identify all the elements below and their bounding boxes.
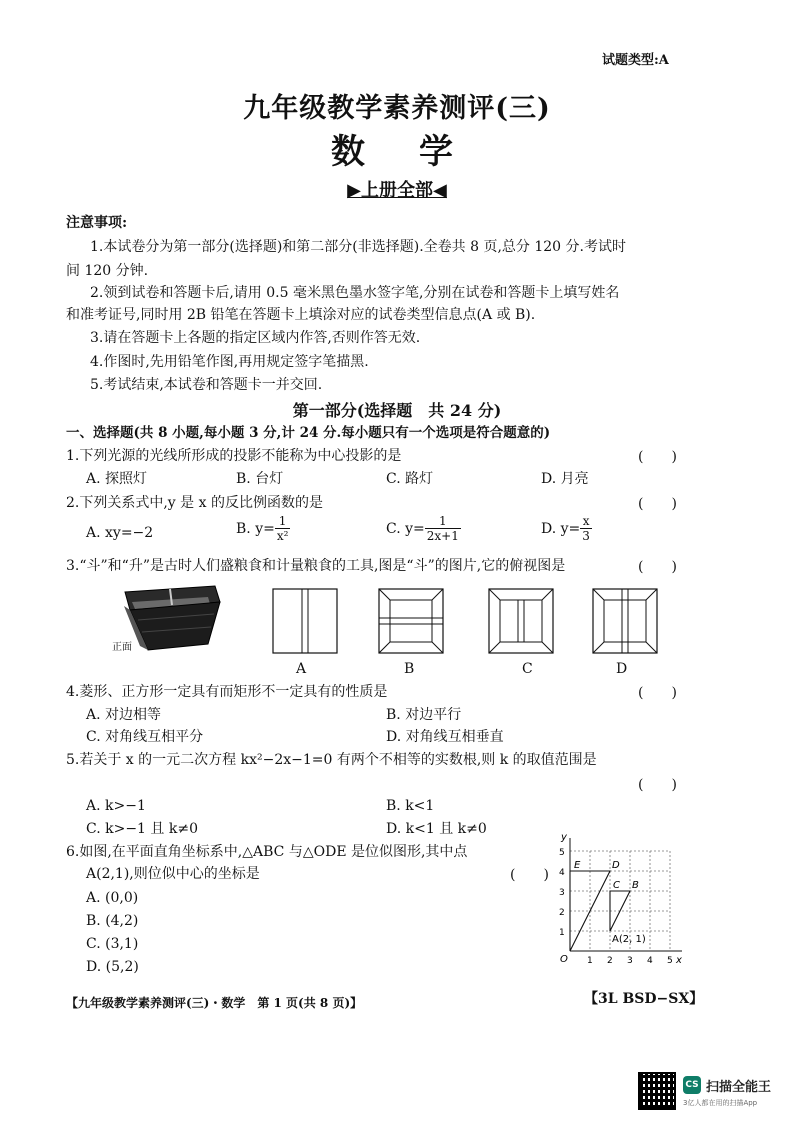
q2-option-b-prefix: B. y= bbox=[236, 520, 275, 537]
x-tick: 2 bbox=[607, 956, 613, 966]
point-d-label: D bbox=[612, 860, 620, 871]
q5-option-a: A. k>−1 bbox=[86, 798, 146, 814]
q2-answer-paren: ( ) bbox=[638, 496, 677, 512]
qr-code bbox=[638, 1072, 676, 1110]
origin-label: O bbox=[560, 954, 568, 965]
q5-option-d: D. k<1 且 k≠0 bbox=[386, 821, 487, 837]
y-tick: 1 bbox=[559, 928, 565, 938]
q1-option-a: A. 探照灯 bbox=[86, 471, 148, 487]
q4-option-c: C. 对角线互相平分 bbox=[86, 729, 204, 745]
q3-option-d-label: D bbox=[616, 661, 628, 677]
q3-option-a-label: A bbox=[296, 661, 307, 677]
q2-option-a: A. xy=−2 bbox=[86, 525, 154, 541]
subject-title: 数 学 bbox=[331, 132, 463, 172]
y-tick: 2 bbox=[559, 908, 565, 918]
footer-code: 【3L BSD−SX】 bbox=[584, 991, 704, 1007]
note-line: 1.本试卷分为第一部分(选择题)和第二部分(非选择题).全卷共 8 页,总分 120 分.考试时 bbox=[90, 239, 626, 255]
q3-option-c-label: C bbox=[522, 661, 533, 677]
x-tick: 5 bbox=[667, 956, 673, 966]
q2-option-b-fraction bbox=[275, 514, 291, 543]
q2-stem: 2.下列关系式中,y 是 x 的反比例函数的是 bbox=[66, 495, 323, 511]
coordinate-graph bbox=[556, 830, 692, 970]
point-a-label: A(2, 1) bbox=[612, 934, 646, 945]
note-line: 2.领到试卷和答题卡后,请用 0.5 毫米黑色墨水签字笔,分别在试卷和答题卡上填写姓名 bbox=[90, 285, 620, 301]
fraction-denominator: 3 bbox=[582, 529, 590, 543]
note-line: 间 120 分钟. bbox=[66, 263, 149, 279]
y-tick: 3 bbox=[559, 888, 565, 898]
q5-option-b: B. k<1 bbox=[386, 798, 435, 814]
fraction-numerator: 1 bbox=[278, 514, 287, 528]
note-line: 4.作图时,先用铅笔作图,再用规定签字笔描黑. bbox=[90, 354, 369, 370]
part1-title: 第一部分(选择题 共 24 分) bbox=[292, 401, 502, 420]
q1-option-d: D. 月亮 bbox=[541, 471, 589, 487]
q5-answer-paren: ( ) bbox=[638, 777, 677, 793]
q3-option-b-label: B bbox=[404, 661, 415, 677]
y-axis-label: y bbox=[561, 832, 567, 843]
fraction-denominator: 2x+1 bbox=[426, 529, 459, 543]
q3-stem: 3.“斗”和“升”是古时人们盛粮食和计量粮食的工具,图是“斗”的图片,它的俯视图是 bbox=[66, 558, 566, 574]
x-tick: 3 bbox=[627, 956, 633, 966]
q4-answer-paren: ( ) bbox=[638, 685, 677, 701]
q6-option-b: B. (4,2) bbox=[86, 913, 139, 929]
q6-answer-paren: ( ) bbox=[510, 867, 549, 883]
dou-vessel-image bbox=[110, 580, 230, 660]
exam-title: 九年级教学素养测评(三) bbox=[243, 93, 551, 124]
point-c-label: C bbox=[613, 880, 620, 891]
scanner-app-name: 扫描全能王 bbox=[706, 1080, 772, 1095]
q1-answer-paren: ( ) bbox=[638, 449, 677, 465]
fraction-denominator: x² bbox=[276, 529, 289, 543]
camscanner-logo: CS bbox=[683, 1076, 701, 1094]
notes-heading: 注意事项: bbox=[66, 215, 128, 231]
q4-option-d: D. 对角线互相垂直 bbox=[386, 729, 504, 745]
y-tick: 4 bbox=[559, 868, 565, 878]
note-line: 5.考试结束,本试卷和答题卡一并交回. bbox=[90, 377, 323, 393]
q3-option-b-figure bbox=[378, 588, 444, 654]
q5-stem: 5.若关于 x 的一元二次方程 kx²−2x−1=0 有两个不相等的实数根,则 k 的取值范围是 bbox=[66, 752, 597, 768]
q6-option-d: D. (5,2) bbox=[86, 959, 139, 975]
q6-option-c: C. (3,1) bbox=[86, 936, 139, 952]
note-line: 和准考证号,同时用 2B 铅笔在答题卡上填涂对应的试卷类型信息点(A 或 B). bbox=[66, 307, 536, 323]
q3-option-c-figure bbox=[488, 588, 554, 654]
fraction-numerator: 1 bbox=[438, 514, 447, 528]
q6-stem-line2: A(2,1),则位似中心的坐标是 bbox=[86, 866, 260, 882]
q1-option-c: C. 路灯 bbox=[386, 471, 434, 487]
point-b-label: B bbox=[632, 880, 639, 891]
q2-option-d bbox=[541, 514, 592, 543]
q6-stem-line1: 6.如图,在平面直角坐标系中,△ABC 与△ODE 是位似图形,其中点 bbox=[66, 844, 468, 860]
footer-page-info: 【九年级教学素养测评(三)・数学 第 1 页(共 8 页)】 bbox=[66, 996, 363, 1010]
fraction-numerator: x bbox=[582, 514, 590, 528]
q4-option-b: B. 对边平行 bbox=[386, 707, 462, 723]
q3-answer-paren: ( ) bbox=[638, 559, 677, 575]
note-line: 3.请在答题卡上各题的指定区域内作答,否则作答无效. bbox=[90, 330, 421, 346]
section-heading: 一、选择题(共 8 小题,每小题 3 分,计 24 分.每小题只有一个选项是符合题意的) bbox=[66, 425, 551, 441]
scanner-tagline: 3亿人都在用的扫描App bbox=[683, 1099, 758, 1107]
x-tick: 4 bbox=[647, 956, 653, 966]
q1-option-b: B. 台灯 bbox=[236, 471, 284, 487]
q3-option-d-figure bbox=[592, 588, 658, 654]
front-label: 正面 bbox=[112, 642, 132, 653]
q2-option-c bbox=[386, 514, 461, 543]
q2-option-c-fraction bbox=[425, 514, 461, 543]
scope-label: ▶上册全部◀ bbox=[347, 180, 447, 201]
q5-option-c: C. k>−1 且 k≠0 bbox=[86, 821, 198, 837]
q2-option-d-prefix: D. y= bbox=[541, 520, 581, 537]
q4-stem: 4.菱形、正方形一定具有而矩形不一定具有的性质是 bbox=[66, 684, 388, 700]
q2-option-c-prefix: C. y= bbox=[386, 520, 425, 537]
q1-stem: 1.下列光源的光线所形成的投影不能称为中心投影的是 bbox=[66, 448, 402, 464]
x-tick: 1 bbox=[587, 956, 593, 966]
exam-type-label: 试题类型:A bbox=[602, 53, 669, 68]
point-e-label: E bbox=[574, 860, 581, 871]
q2-option-b bbox=[236, 514, 290, 543]
x-axis-label: x bbox=[676, 955, 682, 966]
q3-option-a-figure bbox=[272, 588, 338, 654]
y-tick: 5 bbox=[559, 848, 565, 858]
q6-option-a: A. (0,0) bbox=[86, 890, 139, 906]
q2-option-d-fraction bbox=[580, 514, 592, 543]
q4-option-a: A. 对边相等 bbox=[86, 707, 162, 723]
